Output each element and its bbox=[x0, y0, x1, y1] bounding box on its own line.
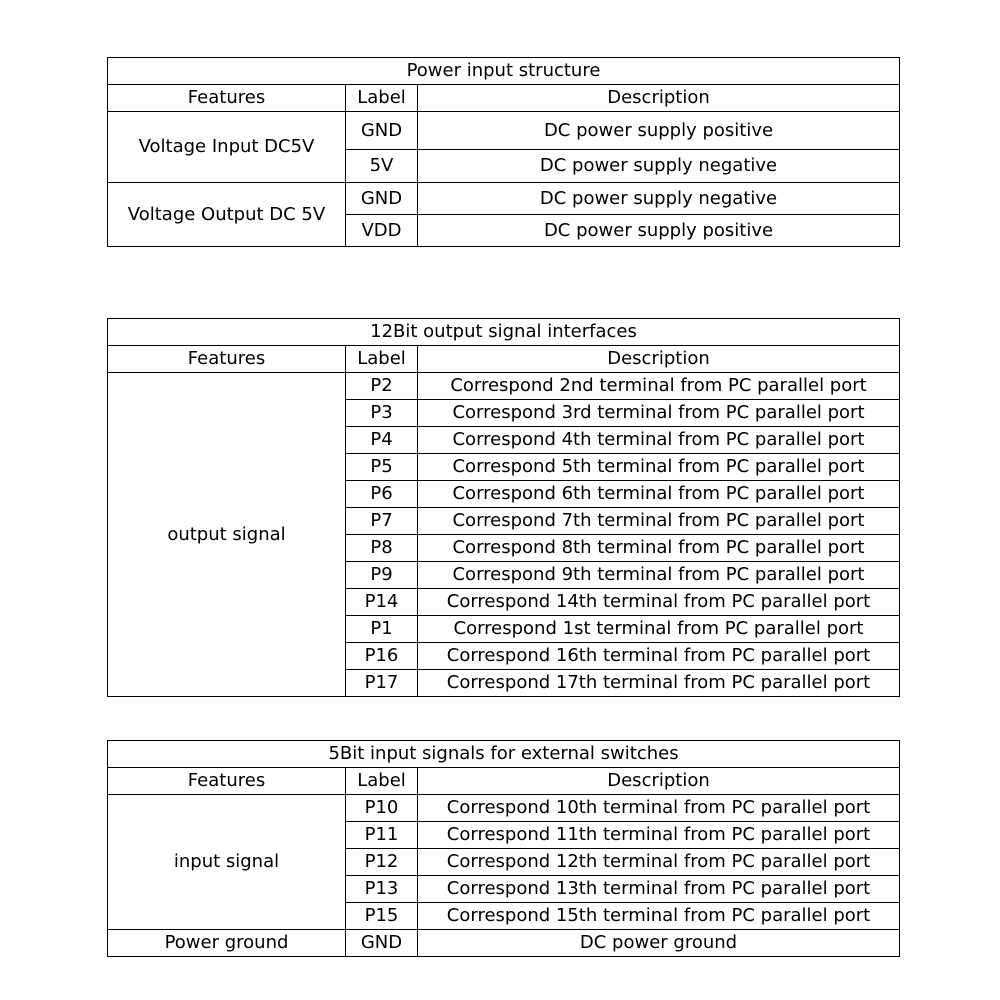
table-title: 12Bit output signal interfaces bbox=[108, 319, 900, 346]
label-cell: P5 bbox=[346, 454, 418, 481]
table-row bbox=[108, 930, 900, 957]
description-cell: Correspond 15th terminal from PC parallel port bbox=[418, 903, 900, 930]
description-cell: Correspond 13th terminal from PC parallel port bbox=[418, 876, 900, 903]
label-cell: P15 bbox=[346, 903, 418, 930]
table-row bbox=[108, 795, 900, 822]
power-input-table bbox=[107, 57, 900, 247]
label-cell: P12 bbox=[346, 849, 418, 876]
feature-cell: Power ground bbox=[108, 930, 346, 957]
label-cell: GND bbox=[346, 183, 418, 215]
description-cell: DC power supply negative bbox=[418, 183, 900, 215]
label-cell: P4 bbox=[346, 427, 418, 454]
description-cell: Correspond 12th terminal from PC parallel port bbox=[418, 849, 900, 876]
description-cell: Correspond 8th terminal from PC parallel port bbox=[418, 535, 900, 562]
table-title: 5Bit input signals for external switches bbox=[108, 741, 900, 768]
label-cell: P13 bbox=[346, 876, 418, 903]
label-cell: VDD bbox=[346, 215, 418, 247]
label-cell: P14 bbox=[346, 589, 418, 616]
description-cell: Correspond 6th terminal from PC parallel port bbox=[418, 481, 900, 508]
input-signal-table bbox=[107, 740, 900, 957]
header-description: Description bbox=[418, 768, 900, 795]
label-cell: P9 bbox=[346, 562, 418, 589]
description-cell: Correspond 14th terminal from PC parallel port bbox=[418, 589, 900, 616]
header-description: Description bbox=[418, 85, 900, 112]
label-cell: GND bbox=[346, 930, 418, 957]
header-features: Features bbox=[108, 346, 346, 373]
header-label: Label bbox=[346, 85, 418, 112]
description-cell: DC power supply positive bbox=[418, 215, 900, 247]
description-cell: DC power supply positive bbox=[418, 112, 900, 150]
label-cell: P8 bbox=[346, 535, 418, 562]
output-signal-table bbox=[107, 318, 900, 697]
feature-cell: Voltage Input DC5V bbox=[108, 112, 346, 183]
label-cell: P16 bbox=[346, 643, 418, 670]
feature-cell: Voltage Output DC 5V bbox=[108, 183, 346, 247]
label-cell: P11 bbox=[346, 822, 418, 849]
table-title: Power input structure bbox=[108, 58, 900, 85]
description-cell: Correspond 7th terminal from PC parallel port bbox=[418, 508, 900, 535]
label-cell: P1 bbox=[346, 616, 418, 643]
header-description: Description bbox=[418, 346, 900, 373]
table-row bbox=[108, 373, 900, 400]
header-features: Features bbox=[108, 768, 346, 795]
header-label: Label bbox=[346, 768, 418, 795]
description-cell: Correspond 4th terminal from PC parallel port bbox=[418, 427, 900, 454]
description-cell: DC power ground bbox=[418, 930, 900, 957]
description-cell: Correspond 5th terminal from PC parallel port bbox=[418, 454, 900, 481]
description-cell: Correspond 17th terminal from PC parallel port bbox=[418, 670, 900, 697]
description-cell: Correspond 3rd terminal from PC parallel port bbox=[418, 400, 900, 427]
feature-cell: input signal bbox=[108, 795, 346, 930]
description-cell: Correspond 2nd terminal from PC parallel port bbox=[418, 373, 900, 400]
header-label: Label bbox=[346, 346, 418, 373]
label-cell: P10 bbox=[346, 795, 418, 822]
feature-cell: output signal bbox=[108, 373, 346, 697]
description-cell: DC power supply negative bbox=[418, 150, 900, 183]
description-cell: Correspond 16th terminal from PC parallel port bbox=[418, 643, 900, 670]
description-cell: Correspond 9th terminal from PC parallel port bbox=[418, 562, 900, 589]
label-cell: P7 bbox=[346, 508, 418, 535]
label-cell: 5V bbox=[346, 150, 418, 183]
description-cell: Correspond 11th terminal from PC parallel port bbox=[418, 822, 900, 849]
label-cell: P2 bbox=[346, 373, 418, 400]
label-cell: P17 bbox=[346, 670, 418, 697]
header-features: Features bbox=[108, 85, 346, 112]
description-cell: Correspond 10th terminal from PC parallel port bbox=[418, 795, 900, 822]
label-cell: P6 bbox=[346, 481, 418, 508]
label-cell: GND bbox=[346, 112, 418, 150]
label-cell: P3 bbox=[346, 400, 418, 427]
description-cell: Correspond 1st terminal from PC parallel port bbox=[418, 616, 900, 643]
